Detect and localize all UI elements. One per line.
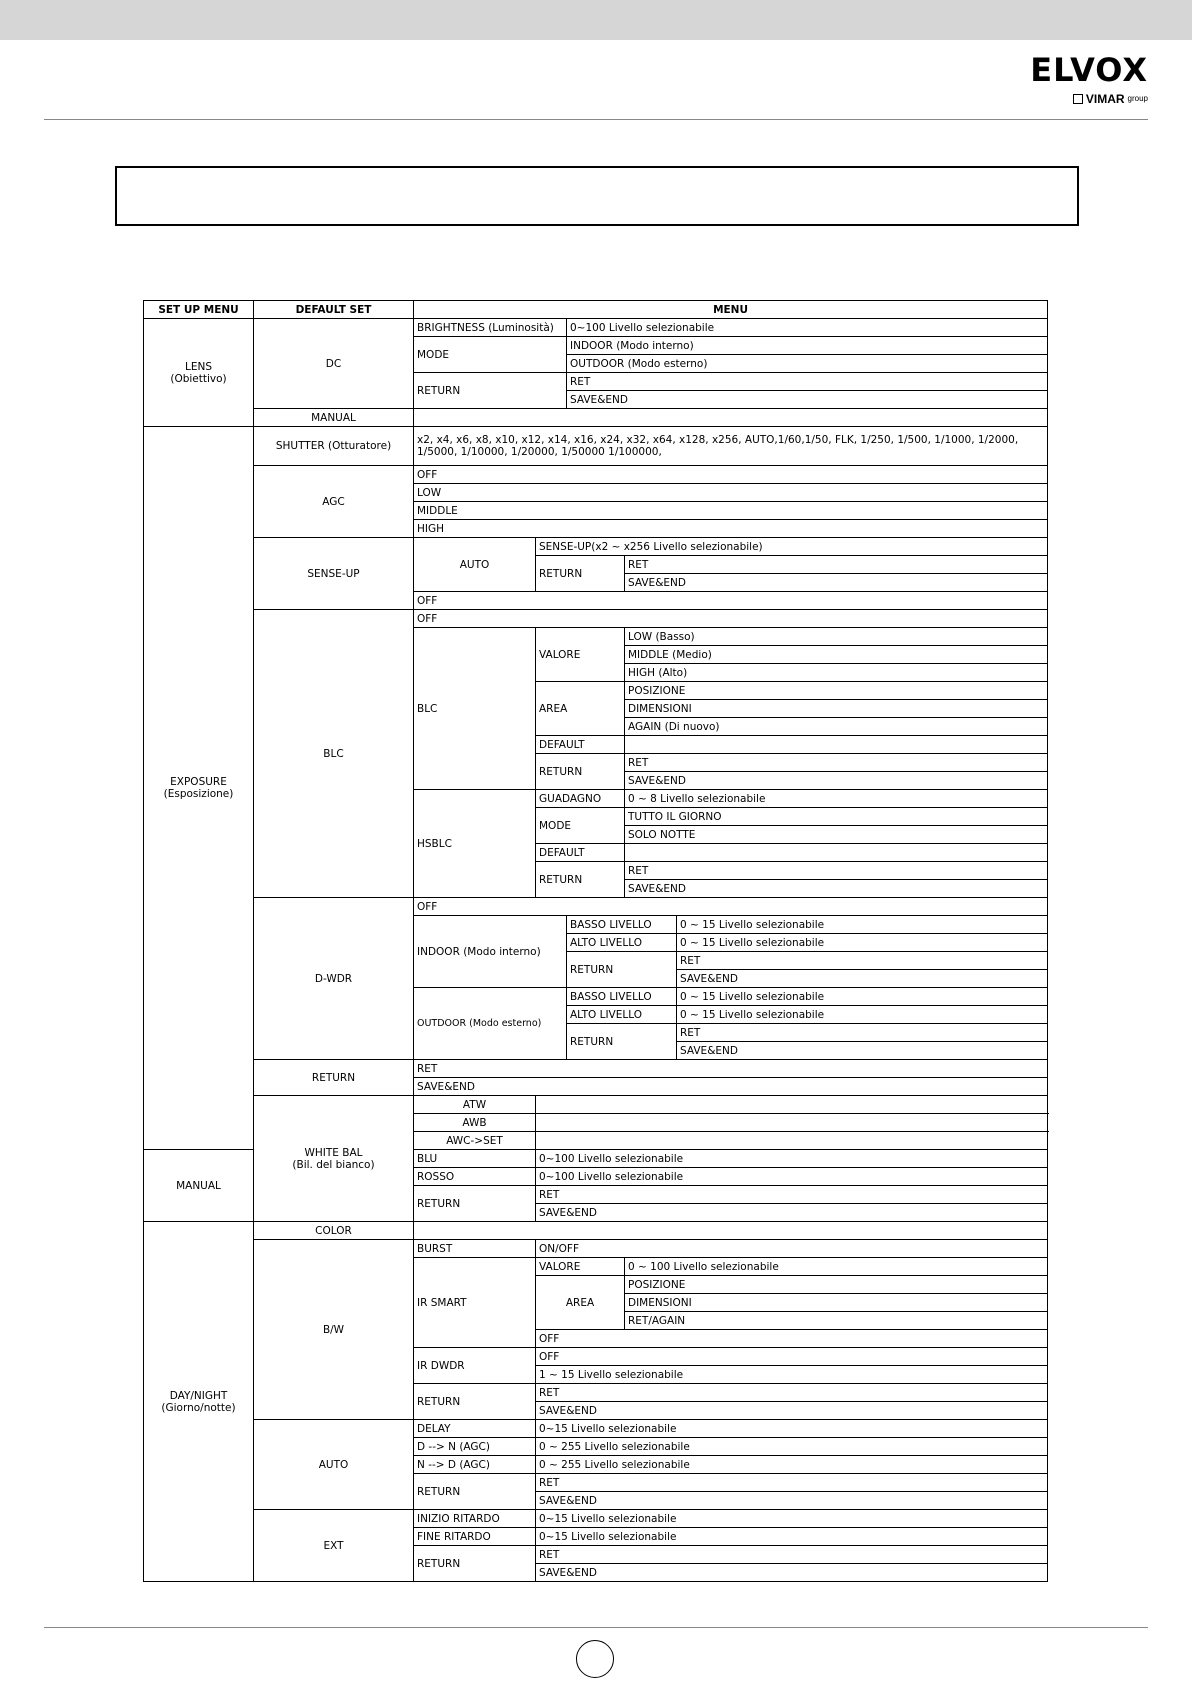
setup-menu-table: SET UP MENU DEFAULT SET MENU LENS (Obiettivo) DC BRIGHTNESS (Luminosità) 0~100 Livello selezionabile MODE INDOOR (Modo interno) OUTDOOR (Modo esterno) RETURN RET SAVE&END MANUAL EXPOSURE (Esposizione) SHUTTER (Otturatore) x2, x4, x6, x8, x10, x12, x14, x16, x24, x32, x64, x128, x256, AUTO,1/60,1/50, FLK, 1/250, 1/500, 1/1000, 1/2000, 1/5000, 1/10000, 1/20000, 1/50000 1/100000, AGC OFF LOW MIDDLE HIGH SENSE-UP AUTO SENSE-UP(x2 ~ x256 Livello selezionabile) RETURN RET SAVE&END OFF BLC OFF BLC VALORE LOW (Basso) MIDDLE (Medio) HIGH (Alto) AREA POSIZIONE DIMENSIONI AGAIN (Di nuovo) DEFAULT RETURN RET SAVE&END HSBLC GUADAGNO 0 ~ 8 Livello selezionabile MODE TUTTO IL GIORNO SOLO NOTTE DEFAULT RETURN RET SAVE&END D-WDR OFF INDOOR (Modo interno) BASSO LIVELLO 0 ~ 15 Livello selezionabile ALTO LIVELLO 0 ~ 15 Livello selezionabile RETURN RET SAVE&END OUTDOOR (Modo esterno) BASSO LIVELLO 0 ~ 15 Livello selezionabile ALTO LIVELLO 0 ~ 15 Livello selezionabile RETURN RET SAVE&END RETURN RET SAVE&END WHITE BAL (Bil. del bianco) ATW AWB AWC->SET MANUAL BLU 0~100 Livello selezionabile ROSSO 0~100 Livello selezionabile RETURN RET SAVE&END DAY/NIGHT (Giorno/notte) COLOR B/W BURST ON/OFF IR SMART VALORE 0 ~ 100 Livello selezionabile AREA POSIZIONE DIMENSIONI RET/AGAIN OFF IR DWDR OFF 1 ~ 15 Livello selezionabile RETURN RET SAVE&END AUTO DELAY 0~15 Livello selezionabile D --> N (AGC) 0 ~ 255 Livello selezionabile N --> D (AGC) 0 ~ 255 Livello selezionabile RETURN RET SAVE&END EXT INIZIO RITARDO 0~15 Livello selezionabile FINE RITARDO 0~15 Livello selezionabile RETURN RET SAVE&END (143, 300, 1047, 1582)
brand-name: ELVOX (1030, 51, 1148, 89)
top-gray-bar (0, 0, 1192, 40)
menu-day-night: DAY/NIGHT (Giorno/notte) (144, 1222, 254, 1582)
brand-logo (1000, 52, 1148, 112)
vimar-square-icon (1073, 94, 1083, 104)
menu-white-bal: WHITE BAL (Bil. del bianco) (254, 1096, 414, 1222)
menu-lens: LENS (Obiettivo) (144, 319, 254, 427)
menu-exposure: EXPOSURE (Esposizione) (144, 427, 254, 1150)
footer-rule (44, 1627, 1148, 1628)
table-header: SET UP MENU DEFAULT SET MENU (144, 301, 1048, 319)
header-rule (44, 119, 1148, 120)
brand-sub: VIMAR group (1073, 92, 1148, 106)
title-box (115, 166, 1079, 226)
page-number-circle (576, 1640, 614, 1678)
